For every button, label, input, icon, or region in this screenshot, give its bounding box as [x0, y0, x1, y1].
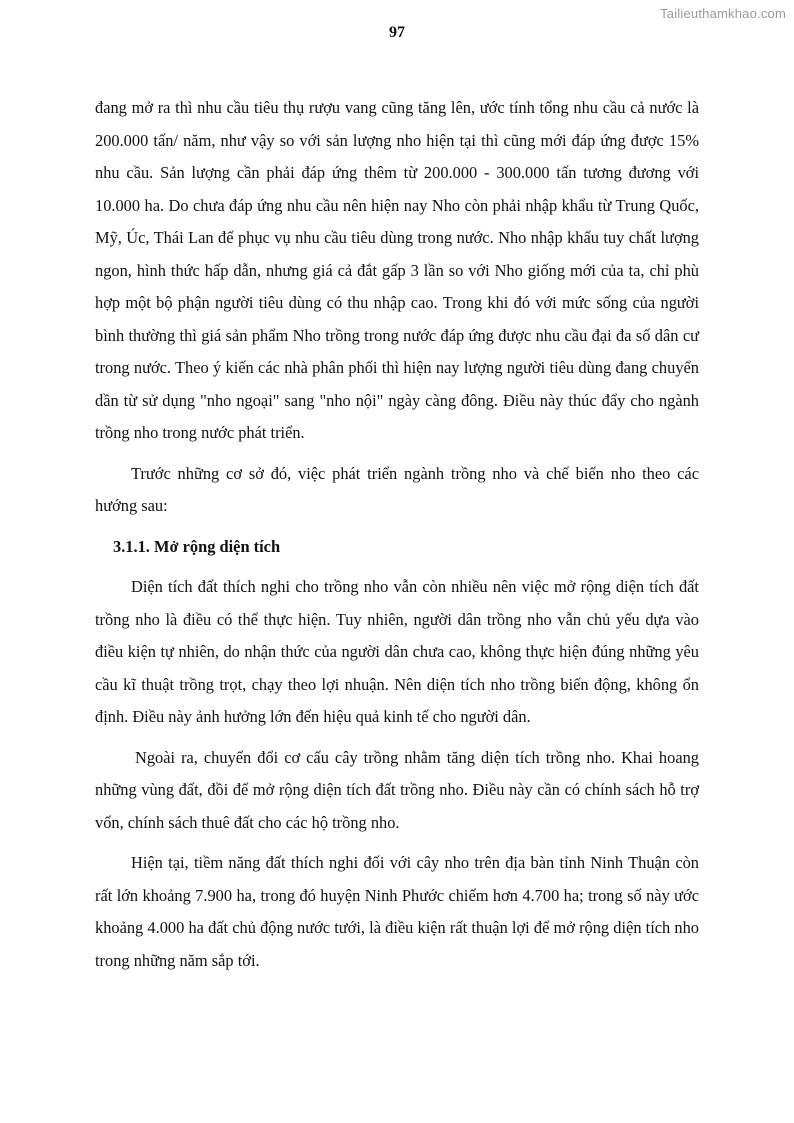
page-number: 97 [389, 24, 405, 41]
paragraph-continuation: đang mở ra thì nhu cầu tiêu thụ rượu vang cũng tăng lên, ước tính tổng nhu cầu cả nước là 200.000 tấn/ năm, như vậy so với sản lượng nho hiện tại thì cũng mới đáp ứng được 15% nhu cầu. Sản lượng cần phải đáp ứng thêm từ 200.000 - 300.000 tấn tương đương với 10.000 ha. Do chưa đáp ứng nhu cầu nên hiện nay Nho còn phải nhập khẩu từ Trung Quốc, Mỹ, Úc, Thái Lan để phục vụ nhu cầu tiêu dùng trong nước. Nho nhập khẩu tuy chất lượng ngon, hình thức hấp dẫn, nhưng giá cả đắt gấp 3 lần so với Nho giống mới của ta, chỉ phù hợp một bộ phận người tiêu dùng có thu nhập cao. Trong khi đó với mức sống của người bình thường thì giá sản phẩm Nho trồng trong nước đáp ứng được nhu cầu đại đa số dân cư trong nước. Theo ý kiến các nhà phân phối thì hiện nay lượng người tiêu dùng đang chuyển dần từ sử dụng "nho ngoại" sang "nho nội" ngày càng đông. Điều này thúc đẩy cho ngành trồng nho trong nước phát triển. [95, 98, 699, 442]
document-body [95, 92, 699, 985]
watermark: Tailieuthamkhao.com [660, 6, 786, 21]
section-paragraph-land-potential: Hiện tại, tiềm năng đất thích nghi đối với cây nho trên địa bàn tỉnh Ninh Thuận còn rất lớn khoảng 7.900 ha, trong đó huyện Ninh Phước chiếm hơn 4.700 ha; trong số này ước khoảng 4.000 ha đất chủ động nước tưới, là điều kiện rất thuận lợi để mở rộng diện tích nho trong những năm sắp tới. [95, 853, 699, 970]
section-heading: 3.1.1. Mở rộng diện tích [113, 536, 281, 556]
section-paragraph-crop-conversion: Ngoài ra, chuyển đổi cơ cấu cây trồng nhằm tăng diện tích trồng nho. Khai hoang những vùng đất, đồi để mở rộng diện tích đất trồng nho. Điều này cần có chính sách hỗ trợ vốn, chính sách thuê đất cho các hộ trồng nho. [95, 747, 699, 832]
section-paragraph-area: Diện tích đất thích nghi cho trồng nho vẫn còn nhiều nên việc mở rộng diện tích đất trồng nho là điều có thể thực hiện. Tuy nhiên, người dân trồng nho vẫn chủ yếu dựa vào điều kiện tự nhiên, do nhận thức của người dân chưa cao, không thực hiện đúng những yêu cầu kĩ thuật trồng trọt, chạy theo lợi nhuận. Nên diện tích nho trồng biến động, không ổn định. Điều này ảnh hưởng lớn đến hiệu quả kinh tế cho người dân. [95, 577, 699, 726]
paragraph-directions-intro: Trước những cơ sở đó, việc phát triển ngành trồng nho và chế biến nho theo các hướng sau: [95, 463, 699, 515]
